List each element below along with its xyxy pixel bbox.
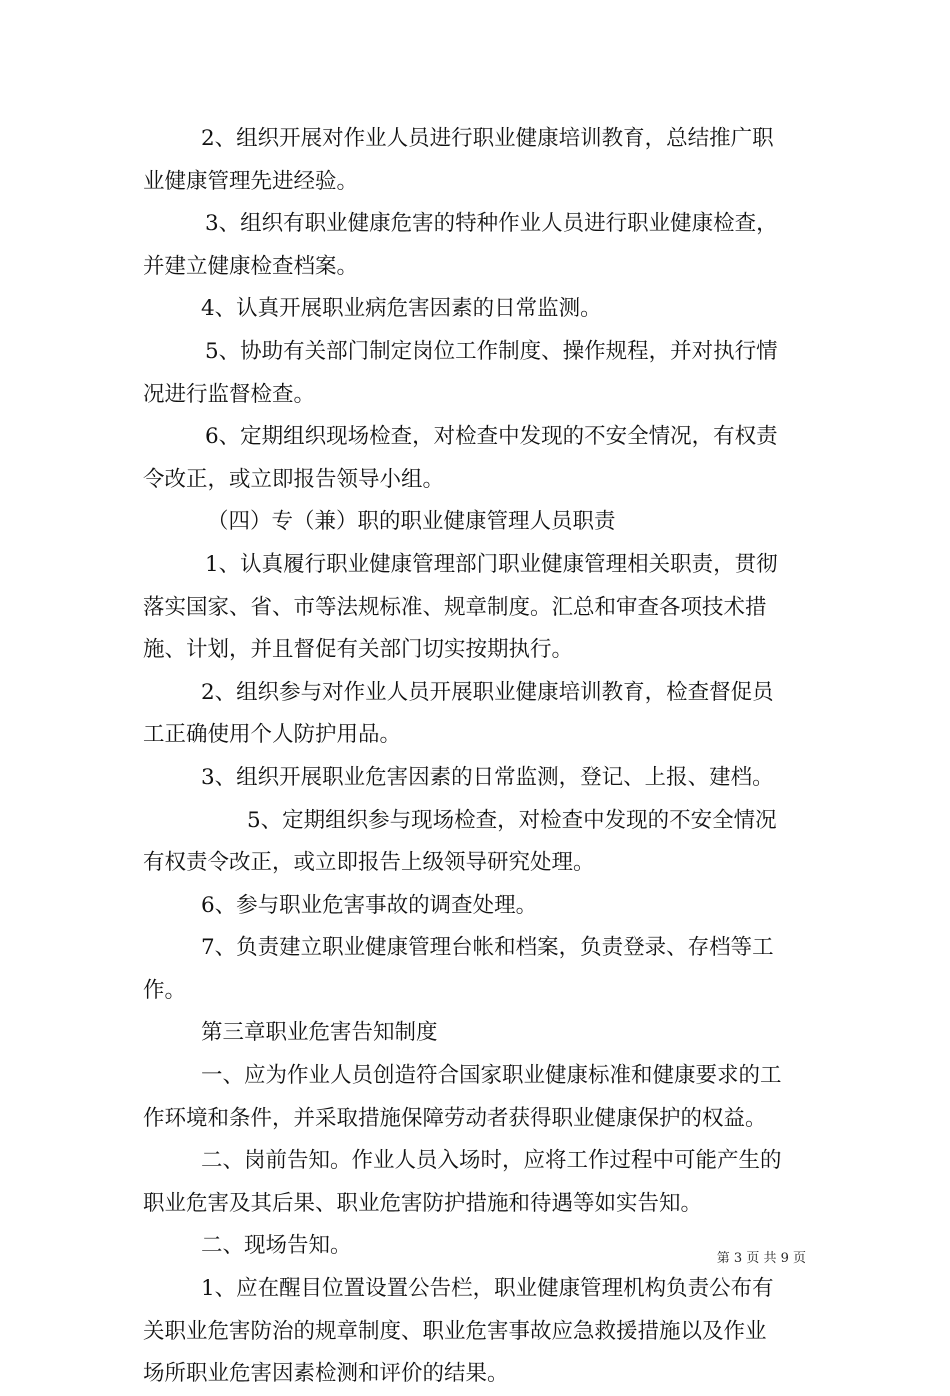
paragraph-line: 3、组织有职业健康危害的特种作业人员进行职业健康检查， bbox=[205, 211, 778, 237]
paragraph-line: 工正确使用个人防护用品。 bbox=[143, 722, 402, 748]
paragraph-line: 1、应在醒目位置设置公告栏，职业健康管理机构负责公布有 bbox=[201, 1276, 774, 1302]
paragraph-line: 5、协助有关部门制定岗位工作制度、操作规程，并对执行情 bbox=[205, 338, 778, 364]
paragraph-line: 3、组织开展职业危害因素的日常监测，登记、上报、建档。 bbox=[201, 764, 774, 790]
paragraph-line: 有权责令改正，或立即报告上级领导研究处理。 bbox=[143, 850, 595, 876]
paragraph-line: 施、计划，并且督促有关部门切实按期执行。 bbox=[143, 637, 574, 663]
paragraph-line: 6、定期组织现场检查，对检查中发现的不安全情况，有权责 bbox=[205, 424, 778, 450]
paragraph-line: 5、定期组织参与现场检查，对检查中发现的不安全情况 bbox=[247, 807, 777, 833]
chapter-heading: 第三章职业危害告知制度 bbox=[201, 1020, 438, 1046]
paragraph-line: 6、参与职业危害事故的调查处理。 bbox=[201, 892, 538, 918]
document-body bbox=[143, 118, 808, 1396]
paragraph-line: 关职业危害防治的规章制度、职业危害事故应急救援措施以及作业 bbox=[143, 1318, 767, 1344]
paragraph-line: 7、负责建立职业健康管理台帐和档案，负责登录、存档等工 bbox=[201, 935, 774, 961]
paragraph-line: 作。 bbox=[143, 977, 187, 1003]
paragraph-line: 2、组织开展对作业人员进行职业健康培训教育，总结推广职 bbox=[201, 126, 774, 151]
section-heading: （四）专（兼）职的职业健康管理人员职责 bbox=[207, 509, 616, 535]
paragraph-line: 职业危害及其后果、职业危害防护措施和待遇等如实告知。 bbox=[143, 1190, 703, 1216]
paragraph-line: 场所职业危害因素检测和评价的结果。 bbox=[143, 1361, 509, 1387]
paragraph-line: 况进行监督检查。 bbox=[143, 381, 316, 407]
paragraph-line: 业健康管理先进经验。 bbox=[143, 168, 359, 194]
paragraph-line: 二、现场告知。 bbox=[201, 1233, 352, 1259]
paragraph-line: 作环境和条件，并采取措施保障劳动者获得职业健康保护的权益。 bbox=[143, 1105, 767, 1131]
paragraph-line: 落实国家、省、市等法规标准、规章制度。汇总和审查各项技术措 bbox=[143, 594, 767, 620]
paragraph-line: 4、认真开展职业病危害因素的日常监测。 bbox=[201, 296, 602, 322]
paragraph-line: 令改正，或立即报告领导小组。 bbox=[143, 466, 445, 492]
paragraph-line: 2、组织参与对作业人员开展职业健康培训教育，检查督促员 bbox=[201, 679, 774, 705]
paragraph-line: 并建立健康检查档案。 bbox=[143, 253, 359, 279]
page-number: 第 3 页 共 9 页 bbox=[716, 1251, 806, 1266]
paragraph-line: 一、应为作业人员创造符合国家职业健康标准和健康要求的工 bbox=[201, 1063, 782, 1089]
paragraph-line: 1、认真履行职业健康管理部门职业健康管理相关职责，贯彻 bbox=[205, 551, 778, 577]
paragraph-line: 二、岗前告知。作业人员入场时，应将工作过程中可能产生的 bbox=[201, 1148, 782, 1174]
